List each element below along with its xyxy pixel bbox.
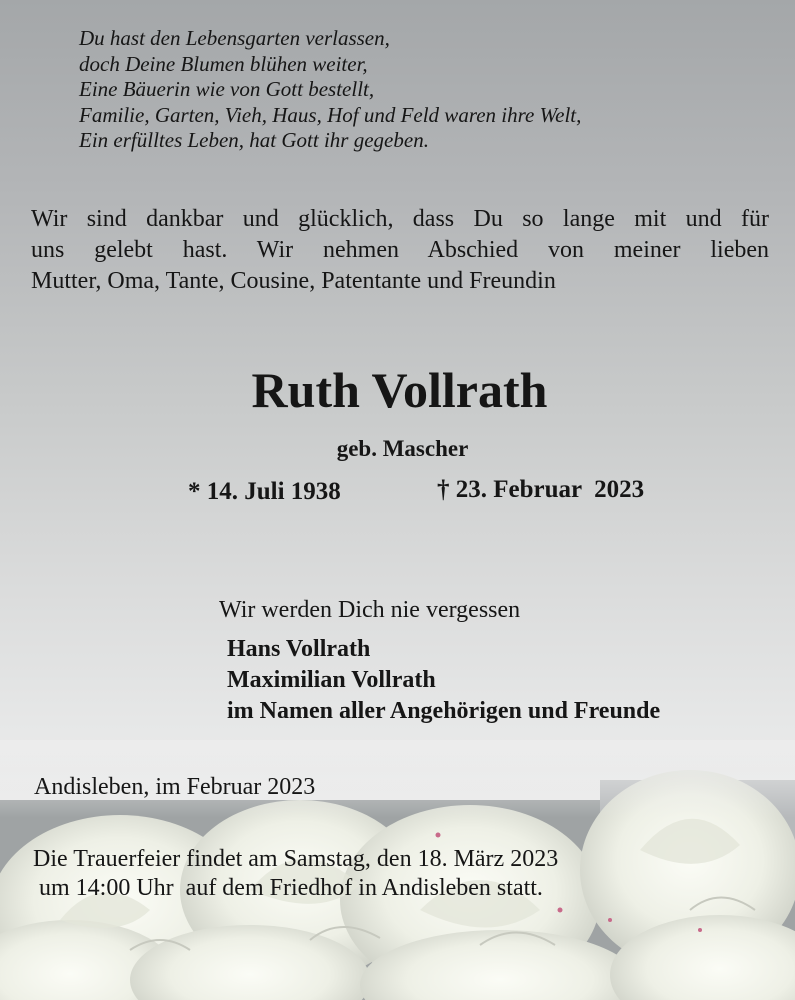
intro-line: Mutter, Oma, Tante, Cousine, Patentante und Freundin bbox=[31, 268, 556, 294]
poem bbox=[79, 26, 581, 154]
birth-name: geb. Mascher bbox=[336, 436, 469, 461]
poem-line: Familie, Garten, Vieh, Haus, Hof und Feld waren ihre Welt, bbox=[79, 102, 582, 127]
birth-date: * 14. Juli 1938 bbox=[188, 478, 341, 505]
poem-line: Eine Bäuerin wie von Gott bestellt, bbox=[79, 77, 375, 101]
intro-line: uns gelebt hast. Wir nehmen Abschied von meiner lieben bbox=[31, 237, 769, 263]
mourner-name: Maximilian Vollrath bbox=[227, 667, 436, 693]
intro-line: Wir sind dankbar und glücklich, dass Du so lange mit und für bbox=[31, 206, 769, 232]
poem-line: doch Deine Blumen blühen weiter, bbox=[79, 51, 368, 76]
farewell-line: Wir werden Dich nie vergessen bbox=[219, 597, 521, 623]
mourner-name: Hans Vollrath bbox=[227, 636, 371, 662]
deceased-name: Ruth Vollrath bbox=[251, 362, 548, 418]
death-date: † 23. Februar 2023 bbox=[437, 476, 645, 503]
poem-line: Ein erfülltes Leben, hat Gott ihr gegeben. bbox=[79, 128, 429, 152]
funeral-details bbox=[33, 845, 558, 903]
mourner-name: im Namen aller Angehörigen und Freunde bbox=[227, 698, 661, 724]
funeral-line: Die Trauerfeier findet am Samstag, den 18. März 2023 bbox=[33, 846, 559, 872]
poem-line: Du hast den Lebensgarten verlassen, bbox=[79, 26, 390, 50]
mourners-list bbox=[227, 634, 660, 727]
funeral-line: um 14:00 Uhr auf dem Friedhof in Andisleben statt. bbox=[33, 875, 543, 901]
place-and-date: Andisleben, im Februar 2023 bbox=[34, 774, 316, 800]
intro-paragraph bbox=[31, 204, 769, 297]
